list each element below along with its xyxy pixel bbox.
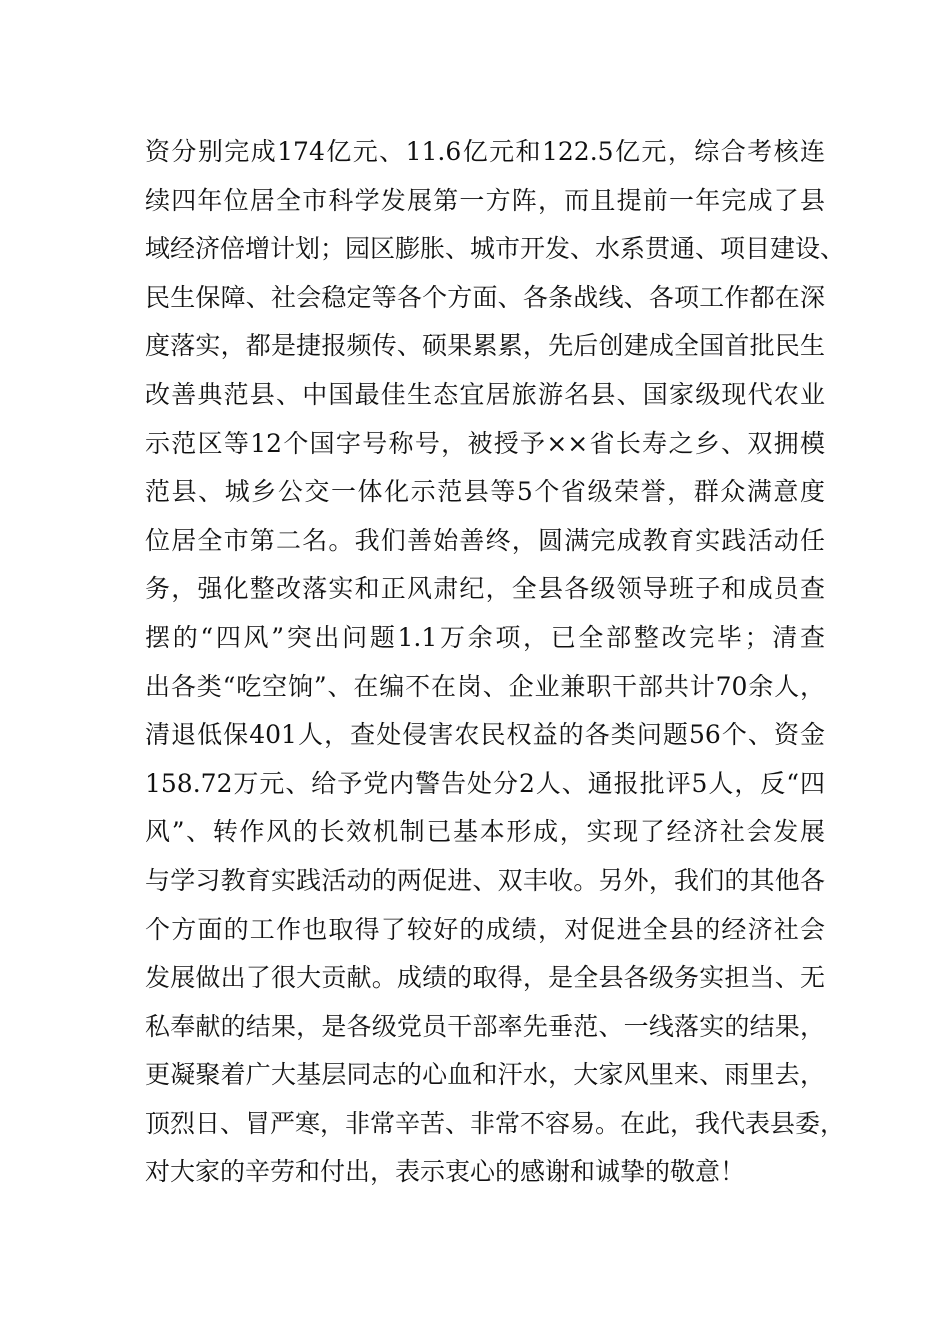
body-paragraph — [145, 128, 846, 1197]
text-line: 发展做出了很大贡献。成绩的取得，是全县各级务实担当、无 — [145, 963, 825, 993]
text-line: 资分别完成174亿元、11.6亿元和122.5亿元，综合考核连 — [145, 137, 825, 166]
text-line: 与学习教育实践活动的两促进、双丰收。另外，我们的其他各 — [145, 865, 825, 895]
text-line: 私奉献的结果，是各级党员干部率先垂范、一线落实的结果， — [145, 1011, 825, 1041]
text-line: 民生保障、社会稳定等各个方面、各条战线、各项工作都在深 — [145, 282, 825, 312]
text-line: 范县、城乡公交一体化示范县等5个省级荣誉，群众满意度 — [145, 477, 825, 507]
text-line: 域经济倍增计划；园区膨胀、城市开发、水系贯通、项目建设、 — [145, 234, 846, 264]
text-line: 顶烈日、冒严寒，非常辛苦、非常不容易。在此，我代表县委， — [145, 1108, 846, 1138]
text-line: 位居全市第二名。我们善始善终，圆满完成教育实践活动任 — [145, 525, 825, 555]
text-line: 风”、转作风的长效机制已基本形成，实现了经济社会发展 — [145, 817, 825, 847]
text-line: 对大家的辛劳和付出，表示衷心的感谢和诚挚的敬意！ — [145, 1157, 746, 1187]
text-line: 摆的“四风”突出问题1.1万余项，已全部整改完毕；清查 — [145, 622, 825, 652]
text-line: 度落实，都是捷报频传、硕果累累，先后创建成全国首批民生 — [145, 331, 825, 361]
text-line: 务，强化整改落实和正风肃纪，全县各级领导班子和成员查 — [145, 574, 825, 604]
text-line: 续四年位居全市科学发展第一方阵，而且提前一年完成了县 — [145, 185, 825, 215]
text-line: 示范区等12个国字号称号，被授予××省长寿之乡、双拥模 — [145, 428, 825, 458]
text-line: 个方面的工作也取得了较好的成绩，对促进全县的经济社会 — [145, 914, 825, 944]
text-line: 改善典范县、中国最佳生态宜居旅游名县、国家级现代农业 — [145, 379, 825, 409]
text-line: 158.72万元、给予党内警告处分2人、通报批评5人，反“四 — [145, 768, 825, 798]
text-line: 清退低保401人，查处侵害农民权益的各类问题56个、资金 — [145, 720, 825, 750]
text-line: 更凝聚着广大基层同志的心血和汗水，大家风里来、雨里去， — [145, 1060, 825, 1090]
text-line: 出各类“吃空饷”、在编不在岗、企业兼职干部共计70余人， — [145, 671, 825, 701]
